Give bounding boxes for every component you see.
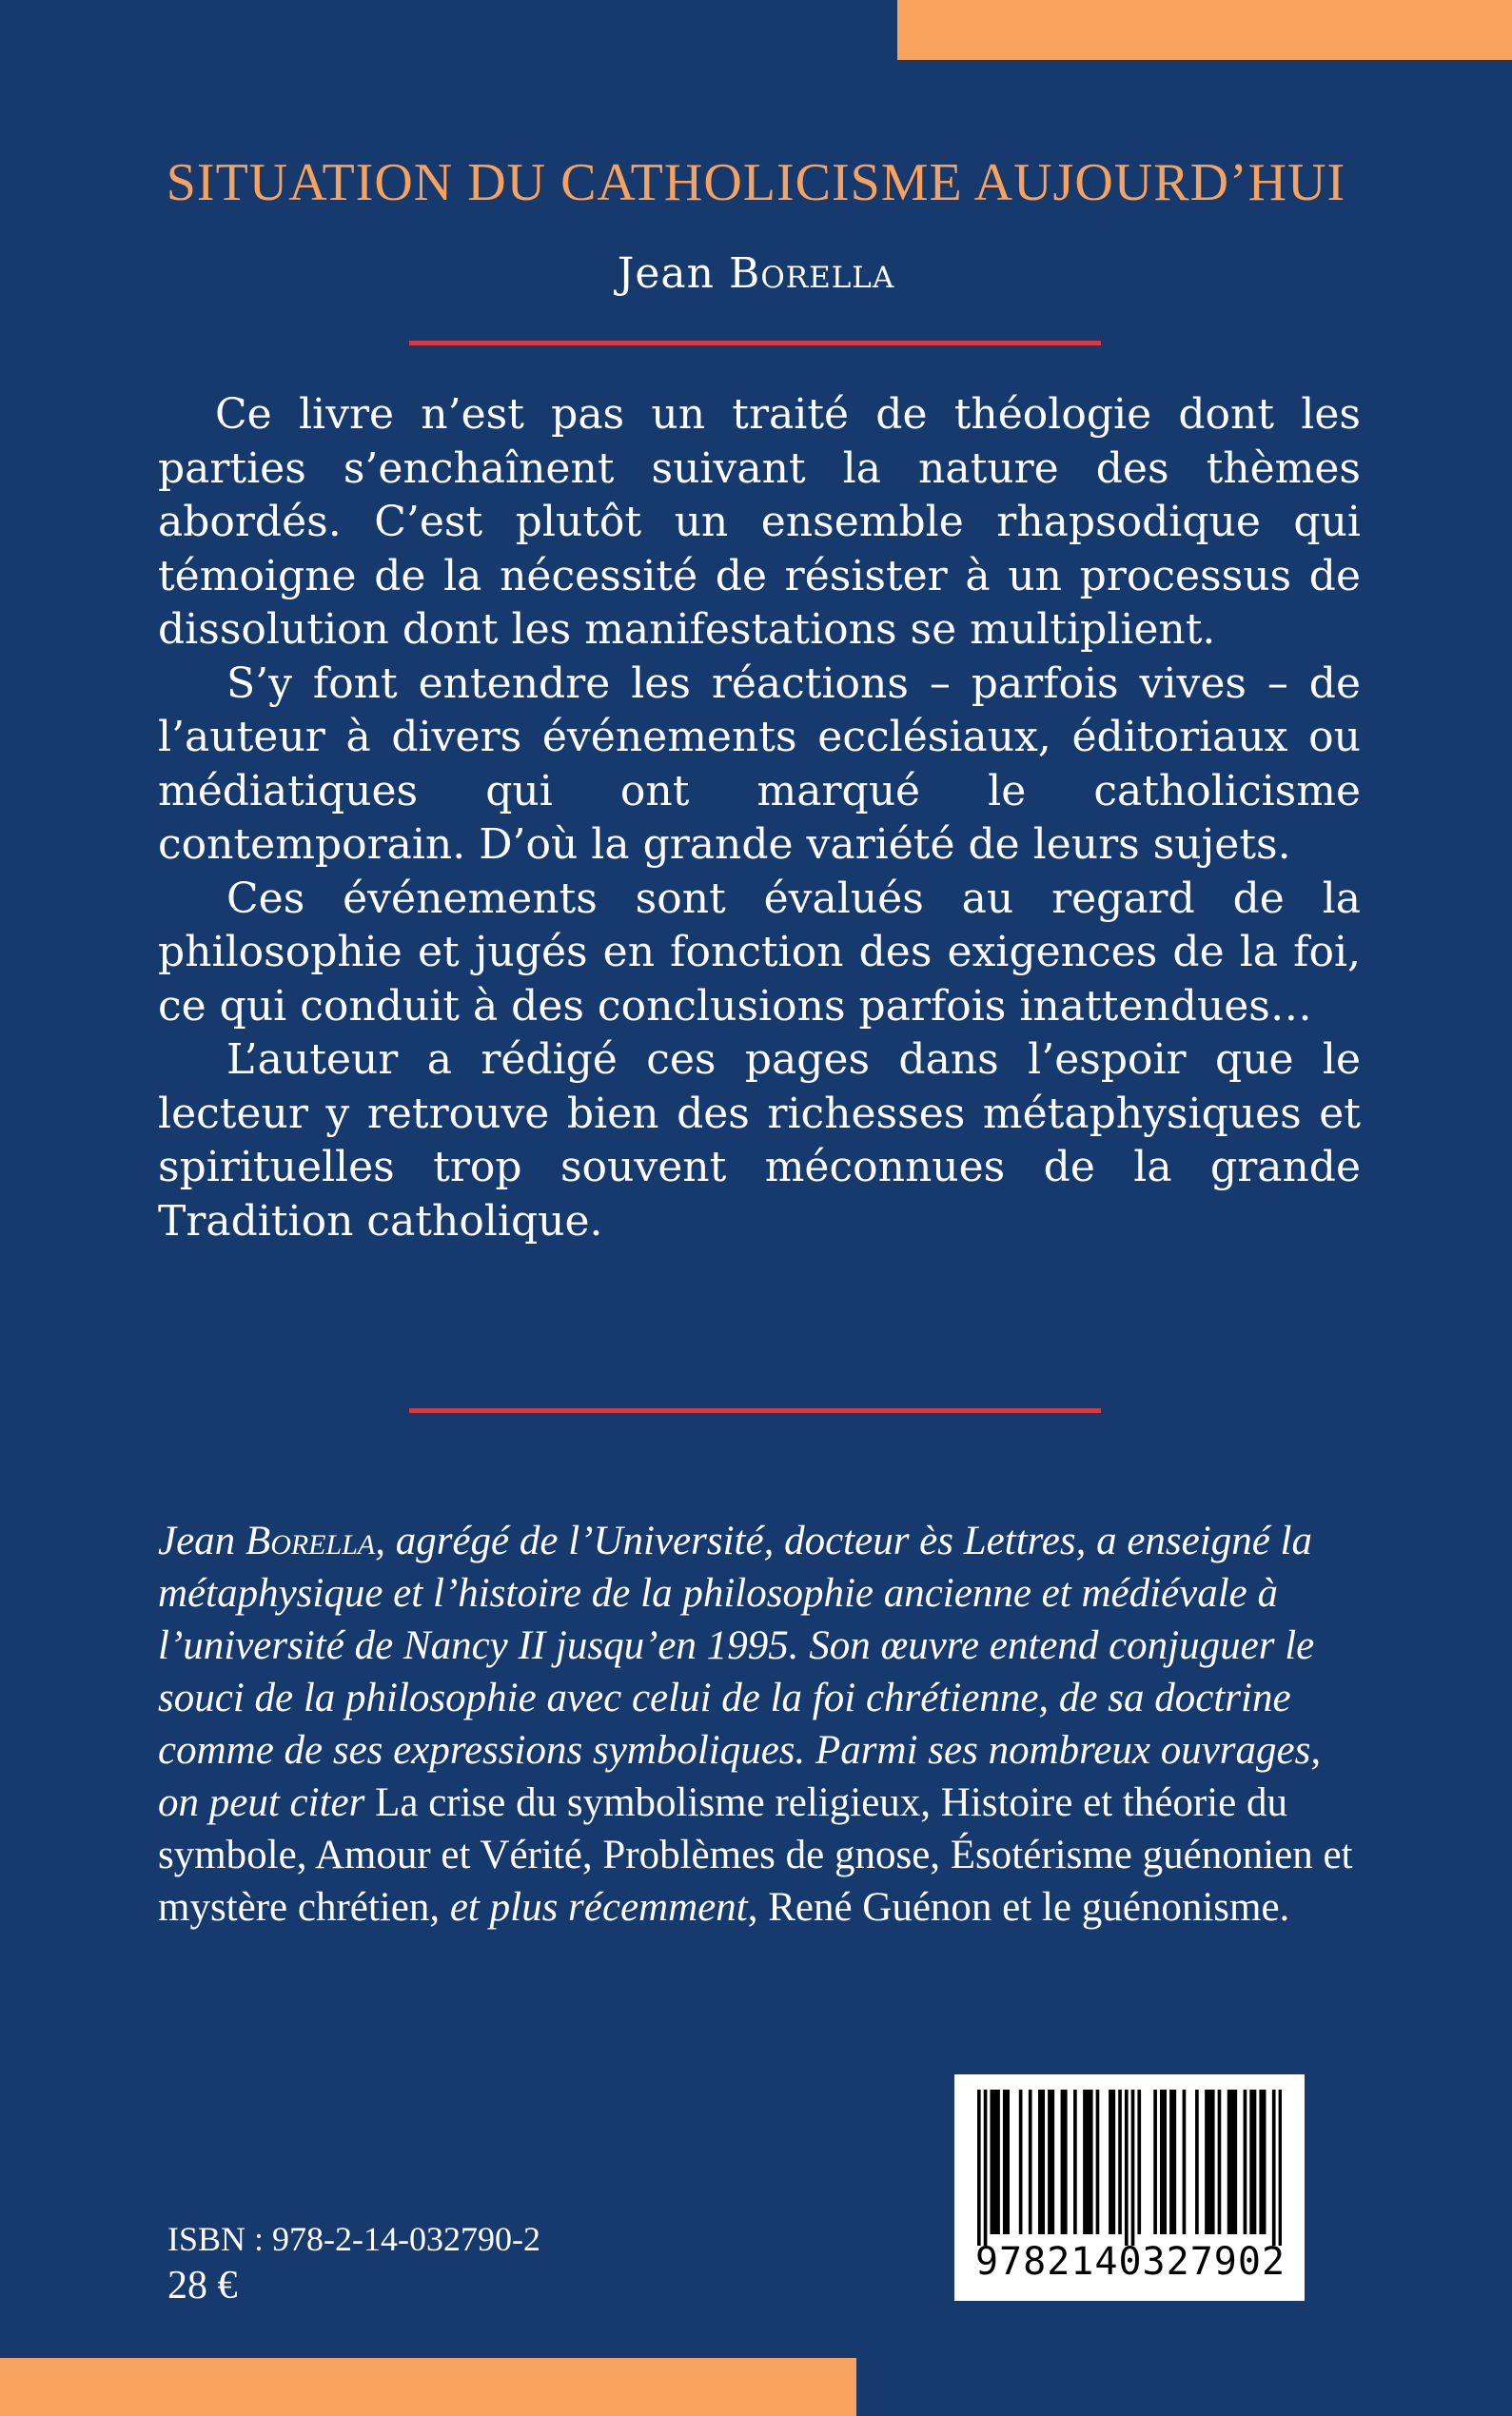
barcode-bar	[1029, 2090, 1032, 2234]
bio-text-2: , et plus récemment	[429, 1885, 748, 1930]
barcode-bar	[1259, 2090, 1263, 2234]
price: 28 €	[167, 2264, 238, 2308]
barcode-bar	[1125, 2090, 1129, 2246]
barcode-bar	[1019, 2090, 1023, 2234]
barcode-bar	[1131, 2090, 1135, 2246]
barcode	[954, 2074, 1305, 2301]
barcode-bar	[1244, 2090, 1247, 2234]
isbn: ISBN : 978-2-14-032790-2	[167, 2220, 540, 2258]
barcode-bars	[977, 2090, 1282, 2246]
barcode-bar	[1083, 2090, 1087, 2234]
barcode-bar	[1272, 2090, 1276, 2246]
barcode-bar	[1038, 2090, 1042, 2234]
bio-name-first: Jean	[158, 1519, 236, 1563]
back-cover-blurb	[158, 388, 1361, 1248]
barcode-bar	[996, 2090, 1000, 2234]
barcode-bar	[1279, 2090, 1282, 2246]
barcode-bar	[1111, 2090, 1115, 2234]
barcode-bar	[1183, 2090, 1187, 2234]
author-first-name: Jean	[617, 249, 715, 298]
barcode-bar	[1263, 2090, 1267, 2234]
barcode-bar	[990, 2090, 993, 2234]
author-bio	[158, 1515, 1361, 1934]
barcode-bar	[1253, 2090, 1257, 2234]
barcode-bar	[1218, 2090, 1222, 2234]
barcode-bar	[1061, 2090, 1065, 2234]
barcode-bar	[993, 2090, 997, 2234]
barcode-bar	[1118, 2090, 1122, 2234]
barcode-bar	[1195, 2090, 1199, 2234]
barcode-bar	[1172, 2090, 1176, 2234]
barcode-bar	[1073, 2090, 1077, 2234]
barcode-bar	[1211, 2090, 1215, 2234]
barcode-bar	[1227, 2090, 1231, 2234]
barcode-bar	[1160, 2090, 1164, 2234]
barcode-bar	[1109, 2090, 1112, 2234]
top-accent-band	[897, 0, 1512, 60]
barcode-bar	[1064, 2090, 1068, 2234]
bio-name-last: Borella	[245, 1519, 376, 1563]
barcode-bar	[984, 2090, 988, 2246]
blurb-paragraph-4: L’auteur a rédigé ces pages dans l’espoir que le lecteur y retrouve bien des richesses métaphysiques et spirituelles trop souvent méconnues de la grande Tradition catholique.	[158, 1035, 1361, 1246]
barcode-bar	[1249, 2090, 1253, 2234]
bio-titles-2: , René Guénon et le guénonisme	[747, 1885, 1280, 1930]
barcode-bar	[1163, 2090, 1167, 2234]
blurb-paragraph-3: Ces événements sont évalués au regard de la philosophie et jugés en fonction des exigences de la foi, ce qui conduit à des conclusions parfois inattendues…	[158, 874, 1361, 1031]
barcode-bar	[1205, 2090, 1208, 2234]
barcode-bar	[977, 2090, 981, 2246]
barcode-digits: 9782140327902	[974, 2240, 1286, 2284]
barcode-bar	[1006, 2090, 1010, 2234]
barcode-bar	[1137, 2090, 1141, 2234]
barcode-bar	[1153, 2090, 1157, 2234]
barcode-bar	[1087, 2090, 1090, 2234]
blurb-paragraph-1: Ce livre n’est pas un traité de théologie dont les parties s’enchaînent suivant la nature des thèmes abordés. C’est plutôt un ensemble rhapsodique qui témoigne de la nécessité de résister à un processus de dissolution dont les manifestations se multiplient.	[158, 390, 1361, 654]
barcode-bar	[1208, 2090, 1212, 2234]
barcode-bar	[1041, 2090, 1045, 2234]
barcode-bar	[1090, 2090, 1093, 2234]
divider-bottom	[409, 1408, 1101, 1413]
divider-top	[409, 341, 1101, 345]
barcode-bar	[1003, 2090, 1007, 2234]
bio-titles-1: La crise du symbolisme religieux, Histoire et théorie du symbole, Amour et Vérité, Problèmes de gnose, Ésotérisme guénonien et mystère chrétien	[158, 1780, 1353, 1930]
author-name	[0, 249, 1512, 298]
author-last-name: Borella	[728, 249, 895, 298]
barcode-bar	[1230, 2090, 1234, 2234]
bio-text-1: , agrégé de l’Université, docteur ès Lettres, a enseigné la métaphysique et l’histoire de la philosophie ancienne et médiévale à l’université de Nancy II jusqu’en 1995. Son œuvre entend conjuguer le souci de la philosophie avec celui de la foi chrétienne, de sa doctrine comme de ses expressions symboliques. Parmi ses nombreux ouvrages, on peut citer	[158, 1519, 1322, 1825]
barcode-bar	[1051, 2090, 1054, 2234]
bottom-accent-band	[0, 2358, 856, 2416]
bio-text-3: .	[1279, 1885, 1290, 1930]
barcode-bar	[1233, 2090, 1237, 2234]
barcode-bar	[1048, 2090, 1051, 2234]
blurb-paragraph-2: S’y font entendre les réactions – parfois vives – de l’auteur à divers événements ecclésiaux, éditoriaux ou médiatiques qui ont marqué le catholicisme contemporain. D’où la grande variété de leurs sujets.	[158, 658, 1361, 869]
barcode-bar	[1169, 2090, 1173, 2234]
book-title: SITUATION DU CATHOLICISME AUJOURD’HUI	[166, 153, 1346, 212]
barcode-bar	[1096, 2090, 1100, 2234]
